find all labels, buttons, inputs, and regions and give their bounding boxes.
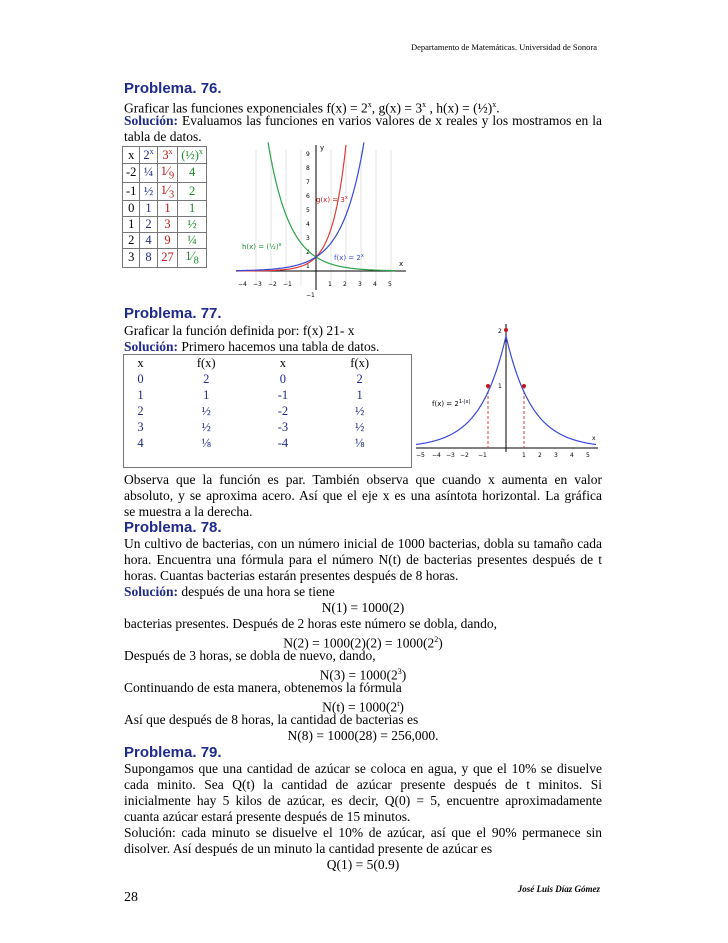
svg-text:5: 5 (306, 207, 310, 214)
equation: N(1) = 1000(2) (321, 600, 405, 615)
table-header-row (124, 355, 409, 371)
table-cell: -1 (277, 387, 289, 402)
problem-78-line6: Después de 3 horas, se dobla de nuevo, dando, (124, 648, 376, 663)
svg-text:1: 1 (306, 263, 310, 270)
svg-text:−1: −1 (306, 292, 315, 299)
table-cell: 4 (137, 435, 144, 450)
table-cell: ½ (201, 403, 211, 418)
table-cell: ½ (354, 419, 365, 434)
table-cell: f(x) (350, 355, 370, 370)
table-cell: 9 (157, 233, 178, 249)
table-cell: 3 (137, 419, 144, 434)
equation: Q(1) = 5(0.9) (326, 857, 400, 872)
svg-text:x: x (592, 435, 596, 442)
svg-text:−2: −2 (268, 281, 277, 288)
table-cell: 4 (178, 164, 207, 183)
table-cell: 1 (356, 387, 363, 402)
problem-77-title: Problema. 77. (124, 305, 222, 322)
svg-text:−4: −4 (432, 452, 441, 459)
problem-77-solution: Solución: Primero hacemos una tabla de datos. (124, 339, 380, 354)
table-cell: 0 (123, 201, 140, 217)
table-cell: 0 (137, 371, 144, 386)
table-cell: ¼ (178, 233, 207, 249)
problem-79-line1: Supongamos que una cantidad de azúcar se coloca en agua, y que el 10% se disuelve (124, 761, 602, 776)
table-cell: 1 (178, 201, 207, 217)
table-header-row (123, 147, 207, 164)
table-cell: 3$^x$ (157, 147, 178, 164)
table-cell: -2 (277, 403, 289, 418)
g-curve (237, 145, 347, 271)
svg-text:−5: −5 (416, 452, 425, 459)
problem-78-line2: hora. Encuentra una fórmula para el número N(t) de bacterias presentes después de t (124, 552, 602, 567)
table-row (124, 435, 409, 451)
table-row (124, 371, 409, 387)
problem-77-table (124, 355, 409, 451)
table-cell: f(x) (196, 355, 216, 370)
table-cell: $1⁄_8$ (178, 249, 207, 268)
table-row (123, 249, 207, 268)
abs-exponential-graph (416, 322, 600, 462)
problem-77-para1: Observa que la función es par. También observa que cuando x aumenta en valor (124, 472, 602, 487)
table-cell: x (279, 355, 287, 370)
problem-78-line7: Continuando de esta manera, obtenemos la fórmula (124, 680, 402, 695)
table-cell: ½ (178, 217, 207, 233)
problem-79-line5: Solución: cada minuto se disuelve el 10% de azúcar, así que el 90% permanece sin (124, 825, 602, 840)
table-row (123, 164, 207, 183)
table-cell: $1⁄_9$ (157, 164, 178, 183)
table-cell: 2 (356, 371, 363, 386)
graph-grid (256, 150, 391, 285)
table-cell: 8 (140, 249, 157, 268)
svg-text:−3: −3 (446, 452, 455, 459)
table-cell: -4 (277, 435, 289, 450)
table-cell: x (123, 147, 140, 164)
problem-76-solution: Solución: Evaluamos las funciones en varios valores de x reales y los mostramos en la (124, 113, 602, 128)
problem-78-title: Problema. 78. (124, 519, 222, 536)
svg-text:−3: −3 (253, 281, 262, 288)
page-number: 28 (124, 890, 138, 905)
table-row (123, 217, 207, 233)
table-row (124, 387, 409, 403)
svg-text:1: 1 (328, 281, 332, 288)
problem-78-line5: bacterias presentes. Después de 2 horas este número se dobla, dando, (124, 616, 498, 631)
tick-labels (238, 151, 392, 299)
svg-text:4: 4 (306, 221, 310, 228)
svg-text:6: 6 (306, 193, 310, 200)
table-cell: 2 (178, 182, 207, 201)
y-axis-label: y (320, 144, 325, 152)
table-cell: 27 (157, 249, 178, 268)
svg-text:1: 1 (498, 383, 502, 390)
table-cell: ½ (354, 403, 365, 418)
equation: $N(2) = 1000(2)(2) = 1000(2^2)$ (283, 635, 443, 651)
svg-text:5: 5 (586, 452, 590, 459)
table-cell: 1 (123, 217, 140, 233)
f-curve (237, 142, 365, 270)
problem-77-para3: se muestra a la derecha. (124, 504, 253, 519)
svg-text:−1: −1 (478, 452, 487, 459)
author-name: José Luis Díaz Gómez (517, 884, 600, 894)
problem-79-title: Problema. 79. (124, 744, 222, 761)
problem-78-solution: Solución: después de una hora se tiene (124, 584, 335, 599)
x-axis-label: x (399, 260, 404, 268)
table-cell: (½)$^x$ (178, 147, 207, 164)
svg-text:−4: −4 (238, 281, 247, 288)
table-row (124, 403, 409, 419)
problem-76-solution-cont: tabla de datos. (124, 129, 202, 144)
exponential-functions-graph (236, 140, 408, 300)
table-row (123, 182, 207, 201)
table-cell: x (137, 355, 144, 370)
problem-76-statement: Graficar las funciones exponenciales $f(x) = 2^x$, $g(x) = 3^x$ , h(x) = (½)$^x$. (124, 100, 500, 116)
table-cell: 1 (157, 201, 178, 217)
table-cell: 3 (123, 249, 140, 268)
svg-text:3: 3 (358, 281, 362, 288)
svg-text:1: 1 (522, 452, 526, 459)
problem-76-title: Problema. 76. (124, 80, 222, 97)
table-cell: 3 (157, 217, 178, 233)
problem-76-table (122, 146, 207, 268)
svg-text:4: 4 (373, 281, 377, 288)
problem-79-line3: inicialmente hay 5 kilos de azúcar, es decir, Q(0) = 5, encuentre aproximadamente (124, 793, 602, 808)
table-cell: ½ (140, 182, 157, 201)
problem-77-para2: absoluto, y se aproxima acero. Así que el eje x es una asíntota horizontal. La gráfica (124, 488, 602, 503)
equation: $N(t) = 1000(2^t)$ (322, 699, 404, 715)
svg-text:4: 4 (570, 452, 574, 459)
svg-text:−2: −2 (460, 452, 469, 459)
problem-79-line2: cada minito. Sea Q(t) la cantidad de azúcar presente después de t minitos. Si (124, 777, 602, 792)
svg-text:2: 2 (538, 452, 542, 459)
problem-78-line8: Así que después de 8 horas, la cantidad de bacterias es (124, 712, 419, 727)
table-cell: 2 (203, 371, 210, 386)
table-cell: ⅛ (354, 435, 365, 450)
table-cell: -2 (123, 164, 140, 183)
svg-text:3: 3 (306, 235, 310, 242)
table-cell: 0 (279, 371, 287, 386)
graph-label: $f(x) = 2^{1-|x|}$ (432, 399, 471, 408)
table-row (123, 201, 207, 217)
table-cell: 1 (140, 201, 157, 217)
table-row (124, 419, 409, 435)
table-cell: 1 (137, 387, 144, 402)
table-cell: 4 (140, 233, 157, 249)
problem-78-line3: horas. Cuantas bacterias estarán presentes después de 8 horas. (124, 568, 459, 583)
table-cell: -1 (123, 182, 140, 201)
table-cell: 2 (123, 233, 140, 249)
problem-79-line6: disolver. Así después de un minuto la cantidad presente de azúcar es (124, 841, 493, 856)
table-cell: ¼ (140, 164, 157, 183)
h-curve (268, 142, 396, 270)
table-cell: ⅛ (201, 435, 211, 450)
svg-text:2: 2 (498, 328, 502, 335)
svg-text:2: 2 (343, 281, 347, 288)
table-cell: $1⁄_3$ (157, 182, 178, 201)
table-cell: -3 (277, 419, 289, 434)
table-row (123, 233, 207, 249)
f-label: $f(x) = 2^x$ (334, 253, 364, 262)
table-cell: 2 (140, 217, 157, 233)
table-cell: 2 (137, 403, 144, 418)
svg-text:9: 9 (306, 151, 310, 158)
svg-text:8: 8 (306, 165, 310, 172)
svg-text:2: 2 (306, 249, 310, 256)
problem-79-line4: cuanta azúcar estará presente después de 15 minutos. (124, 809, 411, 824)
equation: N(8) = 1000(28) = 256,000. (287, 728, 439, 743)
table-cell: 1 (203, 387, 210, 402)
running-header: Departamento de Matemáticas. Universidad de Sonora (411, 42, 597, 52)
problem-77-statement: Graficar la función definida por: f(x) 21- x (124, 323, 355, 338)
table-cell: ½ (201, 419, 211, 434)
problem-78-line1: Un cultivo de bacterias, con un número inicial de 1000 bacterias, dobla su tamaño cada (124, 536, 602, 551)
svg-text:3: 3 (554, 452, 558, 459)
svg-text:7: 7 (306, 179, 310, 186)
equation: $N(3) = 1000(2^3)$ (319, 667, 407, 683)
table-cell: 2$^x$ (140, 147, 157, 164)
h-label: h(x) = (½)$^x$ (242, 242, 282, 251)
svg-text:−1: −1 (283, 281, 292, 288)
svg-text:5: 5 (388, 281, 392, 288)
g-label: $g(x) = 3^x$ (316, 195, 348, 204)
